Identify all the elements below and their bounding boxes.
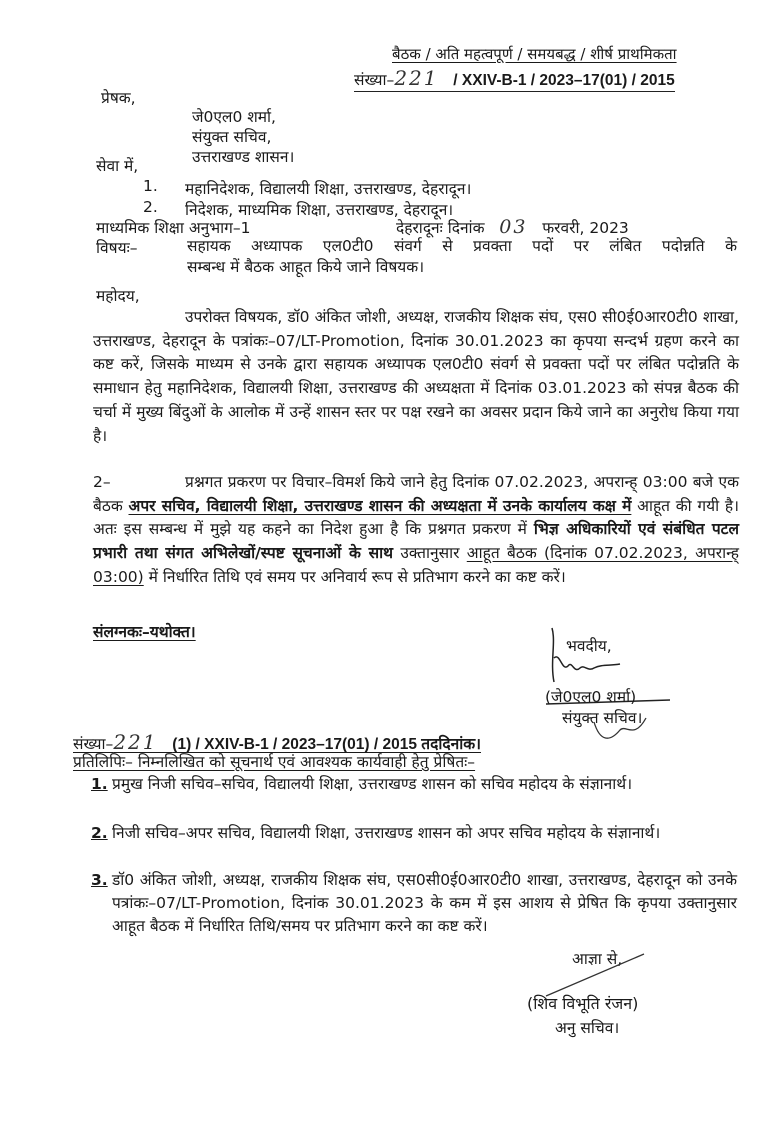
- section-name: माध्यमिक शिक्षा अनुभाग–1: [96, 219, 251, 237]
- paragraph-2-number: 2–: [93, 473, 111, 491]
- subject-line-1: सहायक अध्यापक एल0टी0 संवर्ग से प्रवक्ता पदों पर लंबित पदोन्नति के: [187, 237, 737, 255]
- copy-item-3-text: डॉ0 अंकित जोशी, अध्यक्ष, राजकीय शिक्षक संघ, एस0सी0ई0आर0टी0 शाखा, उत्तराखण्ड, देहरादून को उनके पत्रांकः–07/LT-Promotion, दिनांक 30.01.2023 के कम में इस आशय से प्रेषित कि कृपया उक्तानुसार आहूत बैठक में निर्धारित तिथि/समय पर प्रतिभाग करने का कष्ट करें।: [112, 871, 737, 935]
- body-paragraph-1: [93, 306, 739, 448]
- sender-block: [192, 107, 294, 167]
- copy-item-2-number: 2.: [91, 824, 108, 842]
- letter-number: [354, 66, 675, 92]
- copy-label: प्रतिलिपिः– निम्नलिखित को सूचनार्थ एवं आवश्यक कार्यवाही हेतु प्रेषितः–: [73, 753, 476, 771]
- copy-item-2: [91, 822, 737, 845]
- paragraph-1-text: उपरोक्त विषयक, डॉ0 अंकित जोशी, अध्यक्ष, राजकीय शिक्षक संघ, एस0 सी0ई0आर0टी0 शाखा, उत्तराखण्ड, देहरादून के पत्रांकः–07/LT-Promotion, दिनांक 30.01.2023 का कृपया सन्दर्भ ग्रहण करने का कष्ट करें, जिसके माध्यम से उनके द्वारा सहायक अध्यापक एल0टी0 संवर्ग से प्रवक्ता पदों पर लंबित पदोन्नति के समाधान हेतु महानिदेशक, विद्यालयी शिक्षा, उत्तराखण्ड की अध्यक्षता में दिनांक 03.01.2023 को संपन्न बैठक की चर्चा में मुख्य बिंदुओं के आलोक में उन्हें शासन स्तर पर पक्ष रखने का अवसर प्रदान किये जाने का अनुरोध किया गया है।: [93, 308, 739, 445]
- paragraph-2-attendees: भिज्ञ अधिकारियों एवं संबंधित पटल प्रभारी तथा संगत अभिलेखों/स्पष्ट सूचनाओं के साथ: [93, 520, 739, 563]
- sender-label: प्रेषक,: [101, 89, 136, 107]
- copy-number-handwritten: 221: [113, 730, 158, 754]
- signature-1-designation: संयुक्त सचिव।: [562, 709, 643, 727]
- copy-item-1-text: प्रमुख निजी सचिव–सचिव, विद्यालयी शिक्षा, उत्तराखण्ड शासन को सचिव महोदय के संज्ञानार्थ।: [112, 775, 633, 793]
- signature-1-name: (जे0एल0 शर्मा): [545, 688, 637, 706]
- signature-1-closing: भवदीय,: [566, 637, 612, 655]
- recipient-num-1: 1.: [143, 177, 158, 195]
- body-paragraph-2: [93, 471, 739, 590]
- number-label: संख्या–: [354, 71, 395, 89]
- place-date-label: देहरादूनः दिनांक: [396, 219, 485, 237]
- signature-2-closing: आज्ञा से,: [572, 950, 623, 968]
- copy-item-3: [91, 869, 737, 938]
- paragraph-2-text-a: प्रश्नगत प्रकरण पर विचार–विमर्श किये जाने हेतु दिनांक 07.02.2023, अपरान्ह् 03:00 बजे एक बैठक: [93, 473, 739, 515]
- sender-office: उत्तराखण्ड शासन।: [192, 148, 295, 166]
- date-month-year: फरवरी, 2023: [542, 219, 629, 237]
- signature-1-initial-icon: [590, 712, 650, 746]
- paragraph-2-meeting-datetime: आहूत बैठक (दिनांक 07.02.2023, अपरान्ह् 03:00): [93, 544, 739, 586]
- number-handwritten: 221: [394, 66, 439, 90]
- copy-item-1: [91, 773, 737, 796]
- date-day-handwritten: 03: [499, 216, 528, 238]
- recipient-2: निदेशक, माध्यमिक शिक्षा, उत्तराखण्ड, देहरादून।: [185, 201, 454, 219]
- enclosure: संलग्नकः–यथोक्त।: [93, 623, 196, 641]
- priority-line: बैठक / अति महत्वपूर्ण / समयबद्ध / शीर्ष प्राथमिकता: [392, 45, 677, 63]
- number-reference: / XXIV-B-1 / 2023–17(01) / 2015: [453, 72, 675, 89]
- date-line: [396, 216, 629, 238]
- paragraph-2-text-g: में निर्धारित तिथि एवं समय पर अनिवार्य रूप से प्रतिभाग करने का कष्ट करें।: [143, 567, 566, 586]
- signature-2-name: (शिव विभूति रंजन): [527, 994, 639, 1013]
- copy-item-2-text: निजी सचिव–अपर सचिव, विद्यालयी शिक्षा, उत्तराखण्ड शासन को अपर सचिव महोदय के संज्ञानार्थ।: [112, 824, 661, 842]
- copy-number-label: संख्या–: [73, 735, 114, 753]
- recipient-num-2: 2.: [143, 198, 158, 216]
- salutation: महोदय,: [96, 287, 140, 305]
- paragraph-2-text-c: आहूत की गयी है। अतः इस सम्बन्ध में मुझे यह कहने का निदेश हुआ है कि प्रश्नगत प्रकरण में: [93, 496, 739, 539]
- sender-name: जे0एल0 शर्मा,: [192, 108, 276, 126]
- sender-designation: संयुक्त सचिव,: [192, 128, 272, 146]
- copy-item-3-number: 3.: [91, 871, 108, 889]
- copy-item-1-number: 1.: [91, 775, 108, 793]
- subject-line-2: सम्बन्ध में बैठक आहूत किये जाने विषयक।: [187, 258, 425, 276]
- copy-number-reference: (1) / XXIV-B-1 / 2023–17(01) / 2015 तददिनांक।: [172, 736, 481, 753]
- subject-text: [187, 236, 737, 278]
- paragraph-2-text-e: उक्तानुसार: [393, 544, 467, 563]
- paragraph-2-meeting-venue: अपर सचिव, विद्यालयी शिक्षा, उत्तराखण्ड शासन की अध्यक्षता में उनके कार्यालय कक्ष में: [128, 496, 632, 515]
- signature-2-designation: अनु सचिव।: [555, 1019, 620, 1037]
- subject-label: विषयः–: [96, 239, 138, 257]
- recipient-1: महानिदेशक, विद्यालयी शिक्षा, उत्तराखण्ड, देहरादून।: [185, 180, 472, 198]
- recipients-label: सेवा में,: [96, 157, 139, 175]
